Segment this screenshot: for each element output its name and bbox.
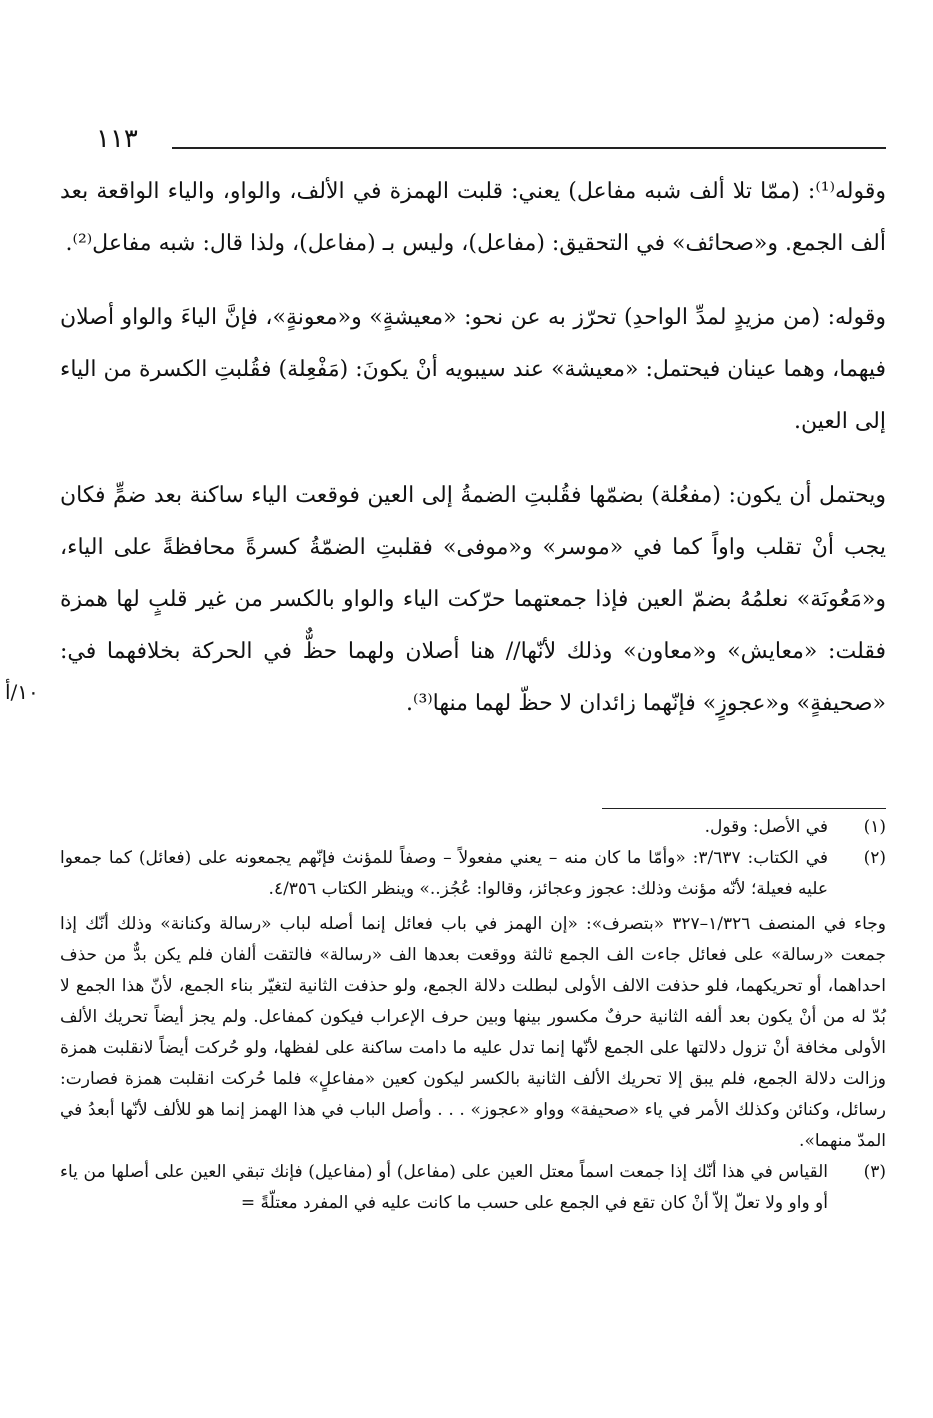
footnote-2 [60,843,886,905]
footnote-1 [60,812,886,843]
footnote-number: (٢) [863,848,886,868]
footnote-text: في الأصل: وقول. [704,817,828,837]
paragraph-3: ويحتمل أن يكون: (مفعُلة) بضمّها فقُلبتِ الضمةُ إلى العين فوقعت الياء ساكنة بعد ضمٍّ فكان يجب أنْ تقلب واواً كما في «موسر» و«موفى» فقلبتِ الضمّةُ كسرةً محافظةً على الياء، و«مَعُونَة» نعلمُهُ بضمّ العين فإذا جمعتهما حرّكت الياء والواو بالكسر من غير قلبٍ لها همزة فقلت: «معايش» و«معاون» وذلك لأنّها// هنا أصلان ولهما حظٌّ في الحركة بخلافهما في: «صحيفةٍ» و«عجوزٍ» فإنّهما زائدان لا حظّ لهما منها⁽³⁾. [60,483,886,716]
footnote-3 [60,1157,886,1219]
footnote-2-continuation [60,909,886,1157]
header-rule [172,147,886,149]
main-text [60,166,886,730]
footnote-text: في الكتاب: ٣/٦٣٧: «وأمّا ما كان منه – يعني مفعولاً – وصفاً للمؤنث فإنّهم يجمعونه على (فعائل) كما جمعوا عليه فعيلة؛ لأنّه مؤنث وذلك: عجوز وعجائز، وقالوا: عُجُز..» وينظر الكتاب ٤/٣٥٦. [60,848,828,899]
paragraph-2: وقوله: (من مزيدٍ لمدِّ الواحدِ) تحرّز به عن نحو: «معيشةٍ» و«معونةٍ»، فإنَّ الياءَ والواو أصلان فيهما، وهما عينان فيحتمل: «معيشة» عند سيبويه أنْ يكونَ: (مَفْعِلة) فقُلبتِ الكسرة من الياء إلى العين. [60,305,886,434]
footnote-text: القياس في هذا أنّك إذا جمعت اسماً معتل العين على (مفاعل) أو (مفاعيل) فإنك تبقي العين على أصلها من ياء أو واو ولا تعلّ إلاّ أنْ كان تقع في الجمع على حسب ما كانت عليه في المفرد معتلّةً = [60,1162,828,1213]
footnote-rule [602,808,886,809]
page-number: ١١٣ [96,124,138,154]
manuscript-folio-note: ١٠/أ [5,680,39,704]
footnote-text: وجاء في المنصف ١/٣٢٦–٣٢٧ «بتصرف»: «إن الهمز في باب فعائل إنما أصله لباب «رسالة وكنانة» وذلك أنّك إذا جمعت «رسالة» على فعائل جاءت الف الجمع ثالثة ووقعت بعدها الف «رسالة» فالتقت ألفان فلم يكن بدٌّ من حذف احداهما، أو تحريكهما، فلو حذفت الالف الأولى لبطلت دلالة الجمع، ولو حذفت الثانية لتغيّر بناء الجمع، لأنّ هذا الجمع لا بُدّ له من أنْ يكون بعد ألفه الثانية حرفٌ مكسور بينها وبين حرف الإعراب فيكون كمفاعل. ولم يجز أيضاً تحريك الألف الأولى مخافة أنْ تزول دلالتها على الجمع لأنّها إنما تدل عليه ما دامت ساكنة على لفظها، ولو حُركت أيضاً لانقلبت همزة وزالت دلالة الجمع، فلم يبق إلا تحريك الألف الثانية بالكسر ليكون كعين «مفاعلٍ» فلما حُركت انقلبت همزة فصارت: رسائل، وكنائن وكذلك الأمر في ياء «صحيفة» وواو «عجوز» . . . وأصل الباب في هذا الهمز إنما هو للألف لأنّها أبعدُ في المدّ منهما». [60,914,886,1151]
footnote-number: (١) [863,817,886,837]
footnote-number: (٣) [863,1162,886,1182]
footnotes [60,812,886,1219]
paragraph-1: وقوله⁽¹⁾: (ممّا تلا ألف شبه مفاعل) يعني: قلبت الهمزة في الألف، والواو، والياء الواقعة بعد ألف الجمع. و«صحائف» في التحقيق: (مفاعل)، وليس بـ (مفاعل)، ولذا قال: شبه مفاعل⁽²⁾. [60,179,886,256]
